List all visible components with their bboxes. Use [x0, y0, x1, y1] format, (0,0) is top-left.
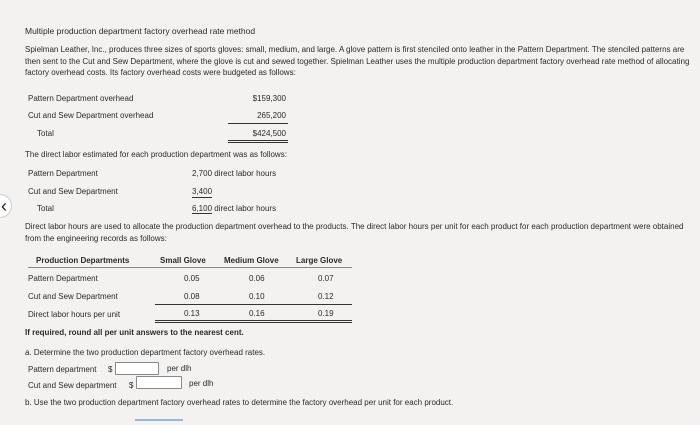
- table-cell-large: 0.12: [318, 292, 334, 301]
- cutsew-rate-unit: per dlh: [189, 379, 214, 388]
- total-rule: [228, 140, 288, 141]
- labor-total-value: [192, 204, 276, 214]
- dlh-header-department: Production Departments: [36, 256, 130, 265]
- question-a-prompt: a. Determine the two production department factory overhead rates.: [25, 348, 266, 357]
- cutsew-rate-input[interactable]: [136, 376, 182, 389]
- total-rule: [155, 320, 352, 321]
- labor-row-value: 3,400: [192, 187, 213, 196]
- pattern-rate-input[interactable]: [115, 362, 159, 375]
- header-rule: [28, 267, 352, 268]
- pattern-rate-unit: per dlh: [167, 364, 192, 373]
- next-field-edge: [135, 419, 183, 421]
- total-double-rule: [228, 142, 288, 143]
- labor-row-label: Pattern Department: [28, 169, 98, 178]
- dlh-intro-paragraph: Direct labor hours are used to allocate the production department overhead to the products. The direct labor hours per unit for each product for each production department were obtained from the engineering records as follows:: [25, 222, 684, 243]
- table-cell-large: 0.19: [318, 309, 334, 318]
- table-cell-large: 0.07: [318, 274, 334, 283]
- overhead-total-label: Total: [37, 129, 54, 138]
- chevron-left-icon: ‹: [1, 196, 7, 216]
- table-cell-small: 0.13: [184, 309, 200, 318]
- overhead-total-value: $424,500: [252, 129, 286, 138]
- labor-total-hours: 6,100: [192, 204, 213, 213]
- page-title: Multiple production department factory overhead rate method: [25, 26, 256, 36]
- dlh-header-medium: Medium Glove: [224, 256, 279, 265]
- table-cell-medium: 0.10: [249, 292, 265, 301]
- overhead-row-label: Pattern Department overhead: [28, 94, 134, 103]
- dlh-header-large: Large Glove: [296, 256, 343, 265]
- table-cell-small: 0.05: [184, 274, 200, 283]
- labor-intro: The direct labor estimated for each production department was as follows:: [25, 150, 287, 159]
- table-row-label: Pattern Department: [28, 274, 98, 283]
- labor-hours: 2,700: [192, 169, 213, 178]
- question-b-prompt: b. Use the two production department factory overhead rates to determine the factory overhead per unit for each product.: [25, 398, 454, 407]
- labor-row-label: Cut and Sew Department: [28, 187, 118, 196]
- total-double-rule: [155, 322, 352, 323]
- dlh-header-small: Small Glove: [160, 256, 206, 265]
- overhead-row-label: Cut and Sew Department overhead: [28, 111, 154, 120]
- labor-row-value: [192, 169, 276, 179]
- table-cell-small: 0.08: [184, 292, 200, 301]
- overhead-row-value: 265,200: [257, 111, 286, 120]
- back-arrow-button[interactable]: [0, 194, 12, 218]
- currency-sign: $: [108, 365, 113, 374]
- subtotal-rule: [228, 123, 288, 124]
- table-row-label: Cut and Sew Department: [28, 292, 118, 301]
- cutsew-dept-label: Cut and Sew department: [28, 381, 117, 390]
- labor-total-unit: direct labor hours: [214, 204, 277, 213]
- labor-unit: direct labor hours: [214, 169, 277, 178]
- rounding-note: If required, round all per unit answers to the nearest cent.: [25, 328, 244, 337]
- overhead-row-value: $159,300: [252, 94, 286, 103]
- table-row-label: Direct labor hours per unit: [28, 310, 121, 319]
- intro-paragraph: Spielman Leather, Inc., produces three sizes of sports gloves: small, medium, and large. A glove pattern is first stenciled onto leather in the Pattern Department. The stenciled patterns are then sent to the Cut and Sew Department, where the glove is cut and sewed together. Spielman Leather uses the multiple production department factory overhead rate method of allocating factory overhead costs. Its factory overhead costs were budgeted as follows:: [25, 45, 690, 77]
- currency-sign: $: [129, 381, 134, 390]
- pattern-dept-label: Pattern department: [28, 365, 97, 374]
- subtotal-rule: [155, 304, 352, 305]
- table-cell-medium: 0.06: [249, 274, 265, 283]
- labor-total-label: Total: [37, 204, 54, 213]
- table-cell-medium: 0.16: [249, 309, 265, 318]
